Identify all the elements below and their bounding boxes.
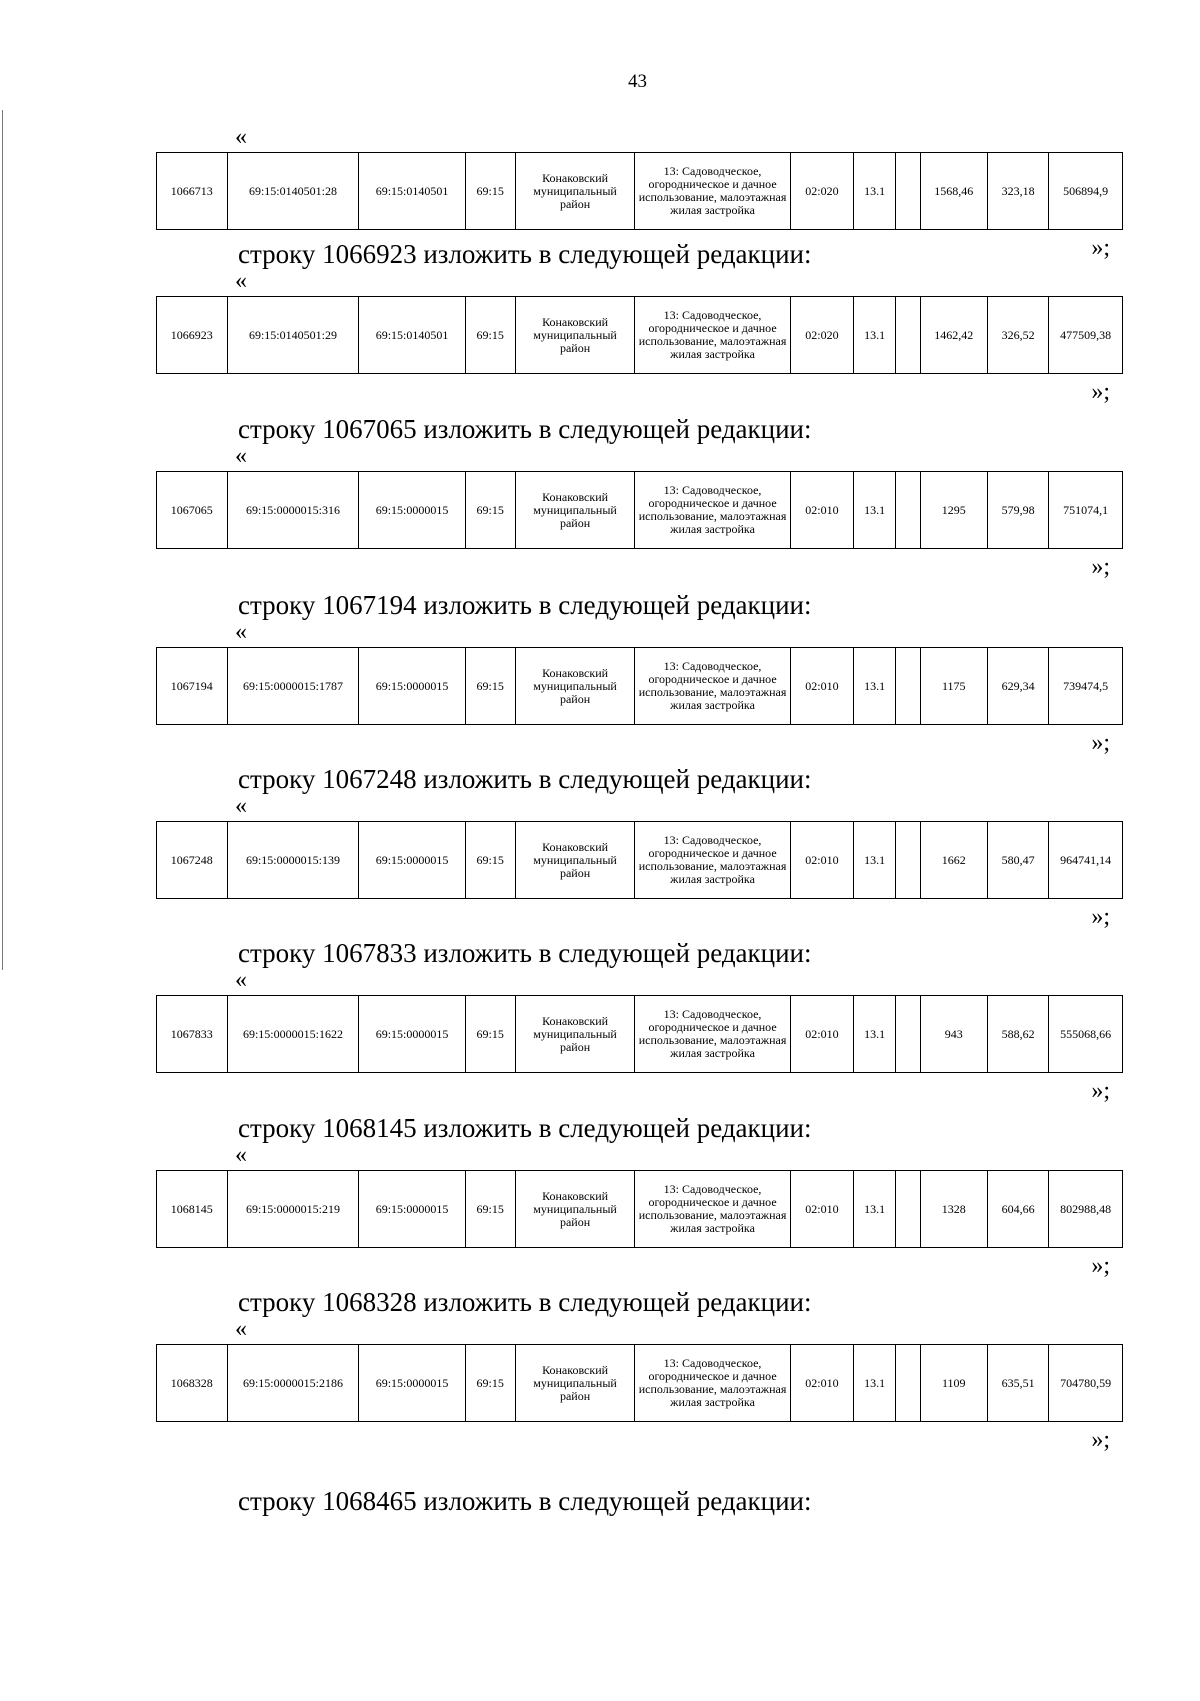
cell-cadastral-number: 69:15:0140501:29 bbox=[227, 297, 359, 374]
cell-cadastral-value: 477509,38 bbox=[1049, 297, 1123, 374]
cell-subgroup: 13.1 bbox=[854, 996, 896, 1073]
cell-cadastral-number: 69:15:0000015:1622 bbox=[227, 996, 359, 1073]
amendment-entry bbox=[0, 413, 1200, 589]
cell-cadastral-value: 751074,1 bbox=[1049, 472, 1123, 549]
cell-specific-value: 629,34 bbox=[988, 648, 1049, 725]
cell-area: 1109 bbox=[920, 1345, 987, 1422]
cell-zone-code: 02:010 bbox=[790, 996, 853, 1073]
cell-cadastral-number: 69:15:0000015:316 bbox=[227, 472, 359, 549]
cell-row-number: 1067065 bbox=[157, 472, 228, 549]
opening-quote: « bbox=[235, 1142, 247, 1168]
amendment-instruction: строку 1068145 изложить в следующей редакции: bbox=[238, 1113, 812, 1143]
cell-cadastral-district: 69:15 bbox=[465, 297, 515, 374]
record-row bbox=[157, 1171, 1123, 1248]
cell-municipality: Конаковский муниципальный район bbox=[515, 153, 635, 230]
opening-quote: « bbox=[235, 443, 247, 469]
amendment-instruction: строку 1066923 изложить в следующей редакции: bbox=[238, 239, 812, 269]
cell-cadastral-block: 69:15:0000015 bbox=[359, 822, 465, 899]
cell-subgroup: 13.1 bbox=[854, 1171, 896, 1248]
cell-zone-code: 02:010 bbox=[790, 822, 853, 899]
cell-cadastral-block: 69:15:0140501 bbox=[359, 297, 465, 374]
closing-quote: »; bbox=[1091, 379, 1110, 405]
opening-quote: « bbox=[235, 967, 247, 993]
amendment-entry bbox=[0, 238, 1200, 414]
cell-municipality: Конаковский муниципальный район bbox=[515, 996, 635, 1073]
cell-cadastral-value: 739474,5 bbox=[1049, 648, 1123, 725]
cell-area: 1662 bbox=[920, 822, 987, 899]
cell-specific-value: 588,62 bbox=[988, 996, 1049, 1073]
cell-cadastral-value: 506894,9 bbox=[1049, 153, 1123, 230]
cell-zone-code: 02:010 bbox=[790, 1345, 853, 1422]
cell-row-number: 1066923 bbox=[157, 297, 228, 374]
closing-quote: »; bbox=[1091, 904, 1110, 930]
record-table bbox=[156, 821, 1123, 899]
record-row bbox=[157, 648, 1123, 725]
cell-land-use-group: 13: Садоводческое, огородническое и дачное использование, малоэтажная жилая застройка bbox=[635, 822, 790, 899]
cell-specific-value: 604,66 bbox=[988, 1171, 1049, 1248]
amendment-instruction: строку 1068328 изложить в следующей редакции: bbox=[238, 1287, 812, 1317]
opening-quote: « bbox=[235, 619, 247, 645]
record-row bbox=[157, 297, 1123, 374]
cell-empty bbox=[896, 648, 921, 725]
record-table bbox=[156, 152, 1123, 230]
cell-land-use-group: 13: Садоводческое, огородническое и дачное использование, малоэтажная жилая застройка bbox=[635, 1171, 790, 1248]
opening-quote: « bbox=[235, 124, 247, 150]
closing-quote: »; bbox=[1091, 730, 1110, 756]
cell-empty bbox=[896, 822, 921, 899]
cell-subgroup: 13.1 bbox=[854, 1345, 896, 1422]
cell-municipality: Конаковский муниципальный район bbox=[515, 822, 635, 899]
cell-cadastral-block: 69:15:0140501 bbox=[359, 153, 465, 230]
record-table bbox=[156, 1344, 1123, 1422]
cell-subgroup: 13.1 bbox=[854, 648, 896, 725]
cell-empty bbox=[896, 297, 921, 374]
cell-area: 1462,42 bbox=[920, 297, 987, 374]
amendment-instruction: строку 1067833 изложить в следующей редакции: bbox=[238, 938, 812, 968]
cell-empty bbox=[896, 472, 921, 549]
cell-cadastral-district: 69:15 bbox=[465, 648, 515, 725]
cell-area: 1175 bbox=[920, 648, 987, 725]
record-table bbox=[156, 296, 1123, 374]
amendment-entry bbox=[0, 1112, 1200, 1288]
cell-municipality: Конаковский муниципальный район bbox=[515, 297, 635, 374]
cell-row-number: 1068145 bbox=[157, 1171, 228, 1248]
cell-cadastral-value: 802988,48 bbox=[1049, 1171, 1123, 1248]
cell-area: 943 bbox=[920, 996, 987, 1073]
cell-cadastral-block: 69:15:0000015 bbox=[359, 996, 465, 1073]
amendment-instruction: строку 1067248 изложить в следующей редакции: bbox=[238, 764, 812, 794]
cell-cadastral-district: 69:15 bbox=[465, 822, 515, 899]
cell-row-number: 1067833 bbox=[157, 996, 228, 1073]
cell-municipality: Конаковский муниципальный район bbox=[515, 1171, 635, 1248]
closing-quote: »; bbox=[1091, 1078, 1110, 1104]
cell-land-use-group: 13: Садоводческое, огородническое и дачное использование, малоэтажная жилая застройка bbox=[635, 297, 790, 374]
amendment-instruction: строку 1067065 изложить в следующей редакции: bbox=[238, 414, 812, 444]
cell-cadastral-district: 69:15 bbox=[465, 153, 515, 230]
cell-empty bbox=[896, 1345, 921, 1422]
cell-cadastral-number: 69:15:0000015:219 bbox=[227, 1171, 359, 1248]
cell-zone-code: 02:010 bbox=[790, 648, 853, 725]
cell-cadastral-number: 69:15:0000015:2186 bbox=[227, 1345, 359, 1422]
record-row bbox=[157, 996, 1123, 1073]
opening-quote: « bbox=[235, 793, 247, 819]
cell-zone-code: 02:010 bbox=[790, 472, 853, 549]
cell-cadastral-district: 69:15 bbox=[465, 1345, 515, 1422]
cell-municipality: Конаковский муниципальный район bbox=[515, 648, 635, 725]
cell-specific-value: 580,47 bbox=[988, 822, 1049, 899]
cell-subgroup: 13.1 bbox=[854, 472, 896, 549]
record-row bbox=[157, 472, 1123, 549]
amendment-entry bbox=[0, 1286, 1200, 1462]
cell-row-number: 1066713 bbox=[157, 153, 228, 230]
cell-cadastral-block: 69:15:0000015 bbox=[359, 1345, 465, 1422]
record-row bbox=[157, 822, 1123, 899]
cell-empty bbox=[896, 1171, 921, 1248]
cell-cadastral-block: 69:15:0000015 bbox=[359, 648, 465, 725]
cell-subgroup: 13.1 bbox=[854, 822, 896, 899]
cell-land-use-group: 13: Садоводческое, огородническое и дачное использование, малоэтажная жилая застройка bbox=[635, 1345, 790, 1422]
cell-subgroup: 13.1 bbox=[854, 153, 896, 230]
cell-land-use-group: 13: Садоводческое, огородническое и дачное использование, малоэтажная жилая застройка bbox=[635, 996, 790, 1073]
cell-subgroup: 13.1 bbox=[854, 297, 896, 374]
cell-zone-code: 02:010 bbox=[790, 1171, 853, 1248]
cell-empty bbox=[896, 153, 921, 230]
cell-cadastral-value: 704780,59 bbox=[1049, 1345, 1123, 1422]
cell-land-use-group: 13: Садоводческое, огородническое и дачное использование, малоэтажная жилая застройка bbox=[635, 472, 790, 549]
cell-specific-value: 579,98 bbox=[988, 472, 1049, 549]
cell-area: 1328 bbox=[920, 1171, 987, 1248]
opening-quote: « bbox=[235, 268, 247, 294]
final-entry bbox=[0, 1485, 1200, 1661]
page-number: 43 bbox=[628, 71, 647, 92]
final-instruction: строку 1068465 изложить в следующей редакции: bbox=[238, 1486, 812, 1516]
cell-cadastral-block: 69:15:0000015 bbox=[359, 1171, 465, 1248]
closing-quote: »; bbox=[1091, 554, 1110, 580]
record-table bbox=[156, 471, 1123, 549]
cell-specific-value: 323,18 bbox=[988, 153, 1049, 230]
cell-area: 1568,46 bbox=[920, 153, 987, 230]
cell-row-number: 1067248 bbox=[157, 822, 228, 899]
record-table bbox=[156, 1170, 1123, 1248]
cell-cadastral-district: 69:15 bbox=[465, 996, 515, 1073]
closing-quote: »; bbox=[1091, 235, 1110, 261]
cell-municipality: Конаковский муниципальный район bbox=[515, 1345, 635, 1422]
closing-quote: »; bbox=[1091, 1253, 1110, 1279]
amendment-entry bbox=[0, 937, 1200, 1113]
cell-zone-code: 02:020 bbox=[790, 153, 853, 230]
amendment-entry bbox=[0, 589, 1200, 765]
closing-quote: »; bbox=[1091, 1427, 1110, 1453]
cell-row-number: 1067194 bbox=[157, 648, 228, 725]
cell-cadastral-number: 69:15:0140501:28 bbox=[227, 153, 359, 230]
cell-cadastral-number: 69:15:0000015:139 bbox=[227, 822, 359, 899]
cell-cadastral-district: 69:15 bbox=[465, 472, 515, 549]
amendment-instruction: строку 1067194 изложить в следующей редакции: bbox=[238, 590, 812, 620]
cell-empty bbox=[896, 996, 921, 1073]
cell-specific-value: 635,51 bbox=[988, 1345, 1049, 1422]
cell-cadastral-district: 69:15 bbox=[465, 1171, 515, 1248]
record-table bbox=[156, 995, 1123, 1073]
cell-area: 1295 bbox=[920, 472, 987, 549]
cell-cadastral-number: 69:15:0000015:1787 bbox=[227, 648, 359, 725]
record-row bbox=[157, 1345, 1123, 1422]
cell-land-use-group: 13: Садоводческое, огородническое и дачное использование, малоэтажная жилая застройка bbox=[635, 153, 790, 230]
record-row bbox=[157, 153, 1123, 230]
cell-land-use-group: 13: Садоводческое, огородническое и дачное использование, малоэтажная жилая застройка bbox=[635, 648, 790, 725]
cell-cadastral-value: 964741,14 bbox=[1049, 822, 1123, 899]
cell-specific-value: 326,52 bbox=[988, 297, 1049, 374]
opening-quote: « bbox=[235, 1316, 247, 1342]
amendment-entry bbox=[0, 763, 1200, 939]
cell-cadastral-block: 69:15:0000015 bbox=[359, 472, 465, 549]
cell-zone-code: 02:020 bbox=[790, 297, 853, 374]
record-table bbox=[156, 647, 1123, 725]
cell-row-number: 1068328 bbox=[157, 1345, 228, 1422]
cell-cadastral-value: 555068,66 bbox=[1049, 996, 1123, 1073]
cell-municipality: Конаковский муниципальный район bbox=[515, 472, 635, 549]
